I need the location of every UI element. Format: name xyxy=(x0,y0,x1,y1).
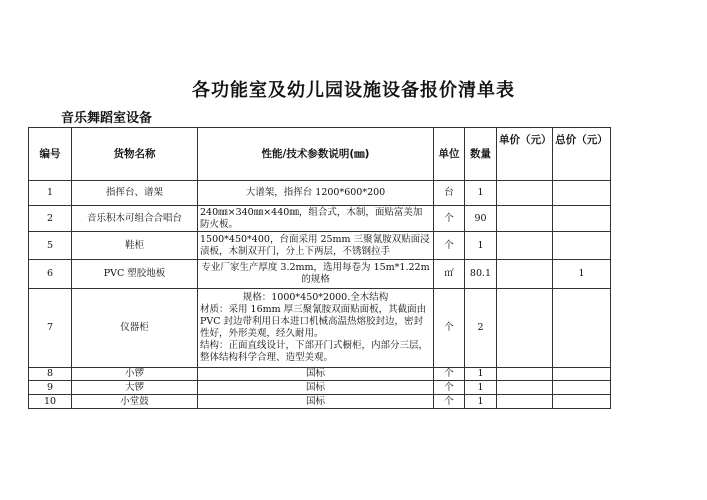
cell-total-price xyxy=(553,395,611,409)
cell-spec: 240㎜×340㎜×440㎜，组合式，木制，面贴富美加防火板。 xyxy=(198,206,434,232)
header-spec: 性能/技术参数说明(㎜) xyxy=(198,128,434,181)
cell-name: 仪器柜 xyxy=(72,289,198,368)
table-row xyxy=(29,260,611,289)
table-row xyxy=(29,206,611,232)
cell-unit-price xyxy=(497,232,553,260)
spec-line: 结构：正面直线设计，下部开门式橱柜，内部分三层，整体结构科学合理、造型美观。 xyxy=(200,340,429,363)
cell-no: 5 xyxy=(29,232,72,260)
cell-no: 7 xyxy=(29,289,72,368)
header-name: 货物名称 xyxy=(72,128,198,181)
table-row xyxy=(29,395,611,409)
cell-unit-price xyxy=(497,181,553,206)
cell-qty: 2 xyxy=(465,289,497,368)
spec-line: 规格：1000*450*2000.全木结构 xyxy=(242,292,389,303)
cell-qty: 1 xyxy=(465,381,497,395)
cell-spec: 1500*450*400，台面采用 25mm 三聚氰胺双贴面浸渍板，木制双开门，分上下两层，不锈钢拉手 xyxy=(198,232,434,260)
cell-qty: 1 xyxy=(465,232,497,260)
cell-no: 2 xyxy=(29,206,72,232)
cell-unit-price xyxy=(497,395,553,409)
cell-total-price xyxy=(553,181,611,206)
cell-unit: 个 xyxy=(434,206,465,232)
cell-total-price xyxy=(553,206,611,232)
quote-table xyxy=(28,127,611,409)
cell-no: 9 xyxy=(29,381,72,395)
table-row xyxy=(29,232,611,260)
cell-unit-price xyxy=(497,368,553,381)
cell-spec: 专业厂家生产厚度 3.2mm，选用每卷为 15m*1.22m 的规格 xyxy=(198,260,434,289)
header-no: 编号 xyxy=(29,128,72,181)
header-total-price: 总价（元） xyxy=(553,128,611,181)
cell-qty: 80.1 xyxy=(465,260,497,289)
cell-name: PVC 塑胶地板 xyxy=(72,260,198,289)
cell-name: 音乐积木可组合合唱台 xyxy=(72,206,198,232)
cell-unit: 个 xyxy=(434,381,465,395)
header-qty: 数量 xyxy=(465,128,497,181)
cell-unit: 个 xyxy=(434,368,465,381)
cell-spec xyxy=(198,289,434,368)
cell-spec: 国标 xyxy=(198,395,434,409)
table-row xyxy=(29,368,611,381)
cell-unit-price xyxy=(497,381,553,395)
cell-unit: 个 xyxy=(434,289,465,368)
cell-name: 小堂鼓 xyxy=(72,395,198,409)
cell-unit: 个 xyxy=(434,395,465,409)
cell-total-price: 1 xyxy=(553,260,611,289)
cell-no: 10 xyxy=(29,395,72,409)
cell-unit: 台 xyxy=(434,181,465,206)
cell-total-price xyxy=(553,368,611,381)
cell-no: 6 xyxy=(29,260,72,289)
cell-total-price xyxy=(553,289,611,368)
table-row xyxy=(29,181,611,206)
section-title: 音乐舞蹈室设备 xyxy=(61,111,153,126)
cell-name: 鞋柜 xyxy=(72,232,198,260)
cell-unit: 个 xyxy=(434,232,465,260)
header-unit: 单位 xyxy=(434,128,465,181)
cell-unit-price xyxy=(497,289,553,368)
spec-line: 材质：采用 16mm 厚三聚氰胺双面贴面板，其截面由 PVC 封边带利用日本进口机械高温热熔胶封边，密封性好，外形美观，经久耐用。 xyxy=(200,304,427,339)
cell-name: 指挥台、谱架 xyxy=(72,181,198,206)
cell-unit: ㎡ xyxy=(434,260,465,289)
cell-qty: 1 xyxy=(465,368,497,381)
cell-unit-price xyxy=(497,260,553,289)
cell-no: 8 xyxy=(29,368,72,381)
cell-no: 1 xyxy=(29,181,72,206)
header-row xyxy=(29,128,611,181)
cell-spec: 大谱架，指挥台 1200*600*200 xyxy=(198,181,434,206)
cell-spec: 国标 xyxy=(198,368,434,381)
table-row xyxy=(29,381,611,395)
cell-unit-price xyxy=(497,206,553,232)
cell-spec: 国标 xyxy=(198,381,434,395)
page-title: 各功能室及幼儿园设施设备报价清单表 xyxy=(192,80,515,101)
cell-name: 小锣 xyxy=(72,368,198,381)
header-unit-price: 单价（元） xyxy=(497,128,553,181)
cell-name: 大锣 xyxy=(72,381,198,395)
cell-qty: 1 xyxy=(465,395,497,409)
cell-total-price xyxy=(553,232,611,260)
cell-total-price xyxy=(553,381,611,395)
cell-qty: 1 xyxy=(465,181,497,206)
cell-qty: 90 xyxy=(465,206,497,232)
table-row xyxy=(29,289,611,368)
